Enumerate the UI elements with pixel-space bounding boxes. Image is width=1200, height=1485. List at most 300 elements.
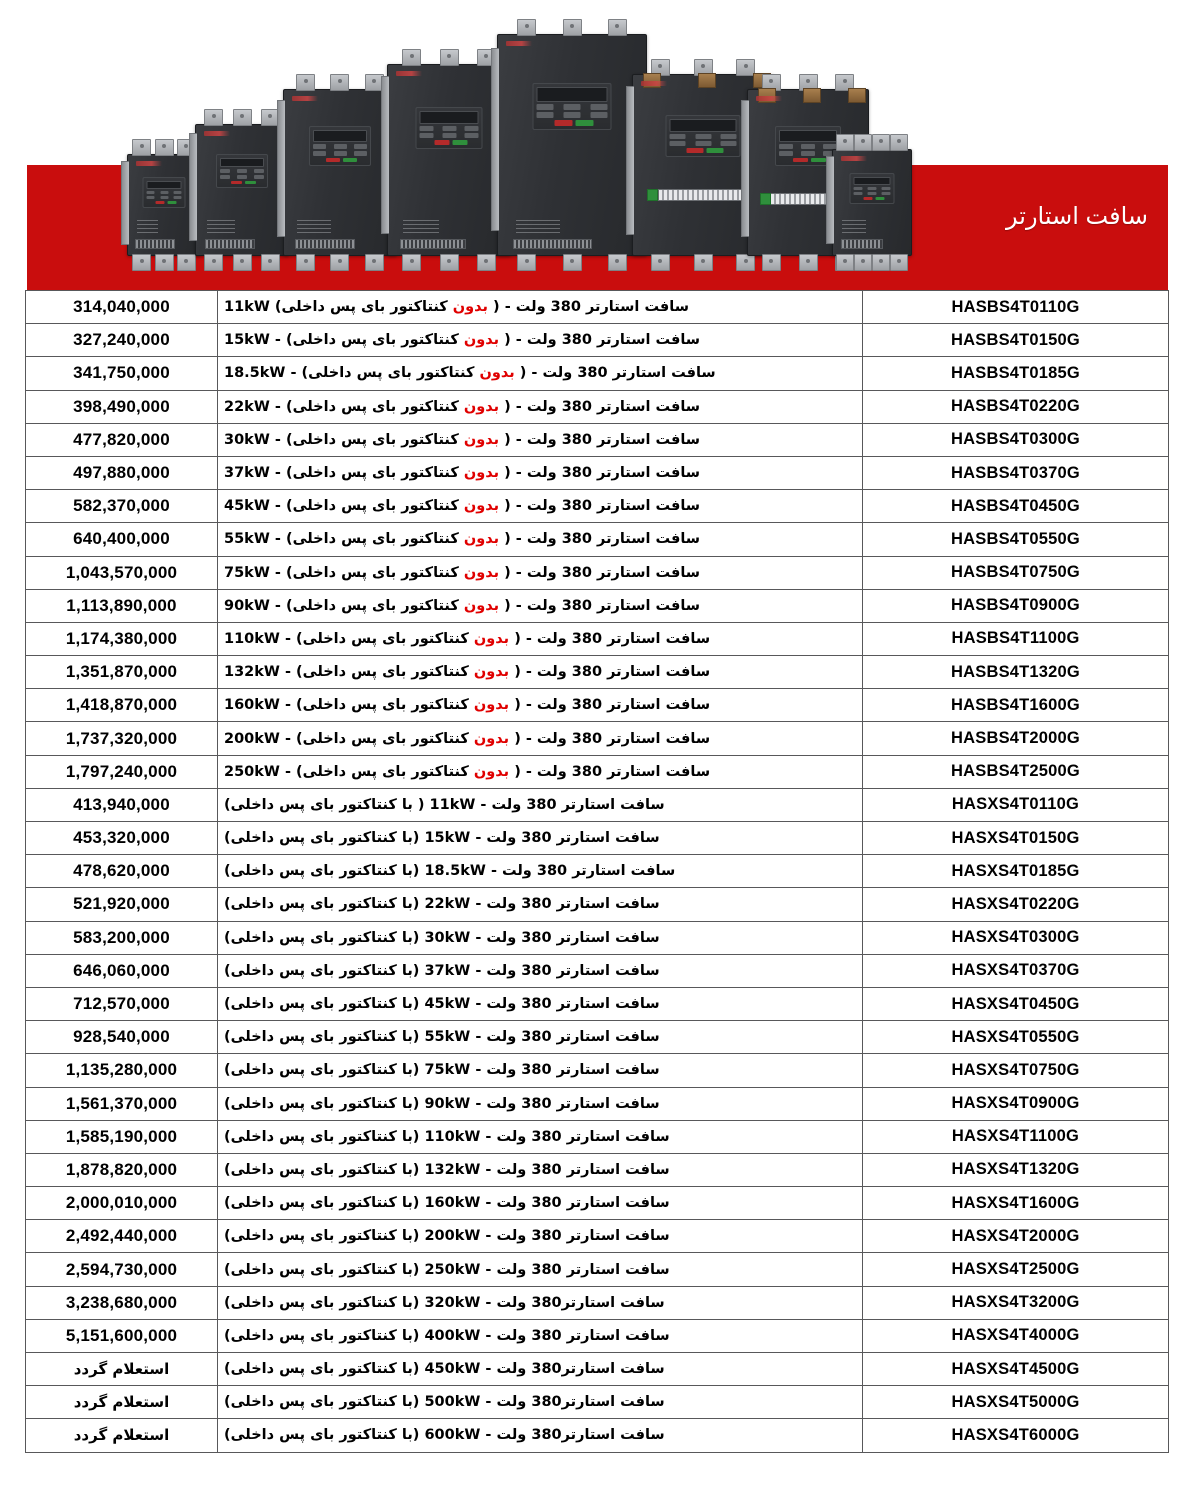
control-keypad [850, 173, 895, 204]
description-cell [218, 1021, 863, 1054]
run-led-indicator [875, 197, 884, 200]
keypad-button [695, 134, 711, 139]
description-cell [218, 954, 863, 987]
keypad-button [147, 196, 155, 199]
table-row [26, 1087, 1169, 1120]
digital-display [420, 111, 479, 124]
table-row [26, 1319, 1169, 1352]
terminal-tab [296, 74, 315, 91]
terminal-tab [517, 254, 536, 271]
fault-led-indicator [434, 140, 449, 145]
terminal-tabs [504, 254, 640, 270]
description-cell [218, 1286, 863, 1319]
without-bypass-keyword: بدون [479, 365, 515, 382]
description-cell [218, 1153, 863, 1186]
table-row [26, 622, 1169, 655]
price-inquiry-cell: استعلام گردد [26, 1419, 218, 1452]
wiring-diagram-label [137, 219, 159, 233]
status-indicator-row [670, 148, 737, 153]
keypad-button-row [220, 169, 264, 173]
table-row [26, 1286, 1169, 1319]
keypad-button [695, 141, 711, 146]
terminal-tab [694, 254, 713, 271]
description-cell [218, 755, 863, 788]
table-row [26, 357, 1169, 390]
model-code-cell: HASBS4T0370G [863, 456, 1169, 489]
run-led-indicator [575, 120, 593, 126]
terminal-tabs [131, 254, 197, 270]
price-cell: 2,594,730,000 [26, 1253, 218, 1286]
table-row [26, 423, 1169, 456]
price-cell: 453,320,000 [26, 822, 218, 855]
terminal-tab [890, 134, 908, 151]
terminal-tab [890, 254, 908, 271]
keypad-button [564, 112, 581, 118]
terminal-tab [330, 254, 349, 271]
description-cell [218, 1353, 863, 1386]
model-code-cell: HASXS4T3200G [863, 1286, 1169, 1319]
price-cell: 521,920,000 [26, 888, 218, 921]
digital-display [220, 158, 264, 167]
keypad-button [220, 175, 230, 179]
without-bypass-keyword: بدون [473, 763, 510, 780]
description-cell [218, 1187, 863, 1220]
keypad-button [220, 169, 230, 173]
description-text-after: کنتاکتور بای پس داخلی) - 75kW [224, 564, 464, 581]
brand-logo [641, 81, 667, 86]
description-cell [218, 722, 863, 755]
description-text-after: کنتاکتور بای پس داخلی) - 160kW [224, 697, 474, 714]
terminal-tab [608, 19, 627, 36]
table-row [26, 456, 1169, 489]
description-cell [218, 589, 863, 622]
model-code-cell: HASBS4T0220G [863, 390, 1169, 423]
keypad-button [670, 141, 686, 146]
description-text-after: کنتاکتور بای پس داخلی) 11kW [224, 299, 453, 316]
mounting-rail [121, 161, 129, 245]
price-cell: 1,174,380,000 [26, 622, 218, 655]
keypad-button [854, 192, 863, 195]
keypad-button-row [854, 187, 891, 190]
keypad-button [882, 187, 891, 190]
model-code-cell: HASBS4T0550G [863, 523, 1169, 556]
description-text-after: کنتاکتور بای پس داخلی) - 110kW [224, 630, 474, 647]
table-row [26, 1120, 1169, 1153]
description-cell [218, 1386, 863, 1419]
keypad-button [564, 104, 581, 110]
model-code-cell: HASXS4T0370G [863, 954, 1169, 987]
description-cell [218, 357, 863, 390]
control-keypad [533, 83, 612, 130]
terminal-tab [233, 109, 252, 126]
description-cell [218, 490, 863, 523]
table-row [26, 987, 1169, 1020]
terminal-block [135, 239, 174, 249]
fault-led-indicator [326, 158, 340, 162]
price-inquiry-cell: استعلام گردد [26, 1386, 218, 1419]
keypad-button [334, 151, 347, 156]
description-cell [218, 291, 863, 324]
mounting-rail [189, 133, 197, 242]
product-lineup-image [87, 18, 907, 278]
model-code-cell: HASBS4T1100G [863, 622, 1169, 655]
price-cell: 497,880,000 [26, 456, 218, 489]
price-table-body [26, 291, 1169, 1453]
description-cell [218, 1419, 863, 1452]
keypad-button [420, 126, 434, 131]
without-bypass-keyword: بدون [463, 398, 500, 415]
keypad-button [254, 169, 264, 173]
keypad-button-row [313, 151, 367, 156]
mounting-rail [277, 100, 285, 237]
description-text-before: سافت استارتر 380 ولت - ( [509, 730, 711, 747]
description-text: سافت استارتر380 ولت - 500kW (با کنتاکتور بای پس داخلی) [224, 1394, 665, 1411]
soft-starter-unit [497, 34, 647, 256]
price-cell: 2,492,440,000 [26, 1220, 218, 1253]
description-text-after: کنتاکتور بای پس داخلی) - 18.5kW [224, 365, 480, 382]
table-row [26, 921, 1169, 954]
keypad-button [868, 187, 877, 190]
run-led-indicator [167, 201, 176, 204]
description-cell [218, 689, 863, 722]
status-indicator-row [420, 140, 479, 145]
terminal-tabs [288, 254, 391, 270]
price-cell: 477,820,000 [26, 423, 218, 456]
terminal-tabs [393, 50, 505, 66]
keypad-button [721, 134, 737, 139]
description-cell [218, 656, 863, 689]
model-code-cell: HASXS4T1320G [863, 1153, 1169, 1186]
run-led-indicator [811, 158, 826, 162]
keypad-button-row [779, 151, 837, 156]
model-code-cell: HASBS4T1600G [863, 689, 1169, 722]
status-indicator-row [854, 197, 891, 200]
price-cell: 398,490,000 [26, 390, 218, 423]
keypad-button [160, 191, 168, 194]
model-code-cell: HASXS4T2000G [863, 1220, 1169, 1253]
table-row [26, 324, 1169, 357]
model-code-cell: HASBS4T0900G [863, 589, 1169, 622]
keypad-button [882, 192, 891, 195]
description-text-after: کنتاکتور بای پس داخلی) - 22kW [224, 398, 464, 415]
table-row [26, 1386, 1169, 1419]
terminal-block [513, 239, 592, 249]
keypad-button [801, 144, 815, 149]
keypad-button [779, 144, 793, 149]
control-keypad [416, 107, 483, 149]
price-cell: 1,135,280,000 [26, 1054, 218, 1087]
description-cell [218, 855, 863, 888]
price-cell: 341,750,000 [26, 357, 218, 390]
table-row [26, 490, 1169, 523]
model-code-cell: HASBS4T0450G [863, 490, 1169, 523]
brand-logo [841, 156, 867, 161]
soft-starter-unit [832, 149, 912, 256]
keypad-button [174, 196, 182, 199]
hero-banner [27, 0, 1168, 292]
table-row [26, 390, 1169, 423]
terminal-block [400, 239, 465, 249]
keypad-button [537, 104, 554, 110]
table-row [26, 1153, 1169, 1186]
price-cell: 582,370,000 [26, 490, 218, 523]
model-code-cell: HASBS4T2500G [863, 755, 1169, 788]
terminal-tab [132, 254, 151, 271]
table-row [26, 888, 1169, 921]
description-text-before: سافت استارتر 380 ولت - ( [499, 332, 701, 349]
wiring-diagram-label [516, 219, 560, 233]
terminal-tab [204, 109, 223, 126]
run-led-indicator [706, 148, 723, 153]
model-code-cell: HASXS4T0450G [863, 987, 1169, 1020]
description-text: سافت استارتر 380 ولت - 37kW (با کنتاکتور بای پس داخلی) [224, 962, 660, 979]
without-bypass-keyword: بدون [463, 431, 500, 448]
description-cell [218, 788, 863, 821]
table-row [26, 689, 1169, 722]
keypad-button [237, 169, 247, 173]
description-text-after: کنتاکتور بای پس داخلی) - 55kW [224, 531, 464, 548]
page-title: سافت استارتر [1006, 203, 1148, 230]
terminal-tab [608, 254, 627, 271]
keypad-button [721, 141, 737, 146]
control-keypad [309, 126, 371, 166]
keypad-button [160, 196, 168, 199]
terminal-tab [402, 254, 421, 271]
description-text-before: سافت استارتر 380 ولت - ( [499, 597, 701, 614]
terminal-tab [854, 254, 872, 271]
description-text-after: کنتاکتور بای پس داخلی) - 45kW [224, 498, 464, 515]
terminal-block [841, 239, 884, 249]
run-led-indicator [245, 181, 256, 184]
price-cell: 1,351,870,000 [26, 656, 218, 689]
description-text: سافت استارتر 380 ولت - 160kW (با کنتاکتور بای پس داخلی) [224, 1195, 670, 1212]
description-text-before: سافت استارتر 380 ولت - ( [514, 365, 716, 382]
table-row [26, 1253, 1169, 1286]
model-code-cell: HASBS4T0110G [863, 291, 1169, 324]
description-text-before: سافت استارتر 380 ولت - ( [509, 630, 711, 647]
keypad-button-row [537, 104, 608, 110]
keypad-button-row [147, 191, 182, 194]
price-cell: 1,113,890,000 [26, 589, 218, 622]
without-bypass-keyword: بدون [463, 597, 500, 614]
price-cell: 413,940,000 [26, 788, 218, 821]
terminal-tabs [200, 110, 285, 126]
copper-busbar [848, 88, 866, 103]
description-cell [218, 1054, 863, 1087]
control-keypad [666, 115, 741, 157]
keypad-button [868, 192, 877, 195]
description-cell [218, 822, 863, 855]
price-cell: 1,737,320,000 [26, 722, 218, 755]
price-cell: 2,000,010,000 [26, 1187, 218, 1220]
terminal-tab [330, 74, 349, 91]
terminal-tab [261, 254, 280, 271]
without-bypass-keyword: بدون [463, 465, 500, 482]
keypad-button-row [670, 134, 737, 139]
keypad-button-row [313, 144, 367, 149]
price-cell: 314,040,000 [26, 291, 218, 324]
keypad-button-row [420, 133, 479, 138]
brand-logo [292, 96, 318, 101]
description-text-before: سافت استارتر 380 ولت - ( [499, 431, 701, 448]
keypad-button [354, 144, 367, 149]
terminal-tabs [200, 254, 285, 270]
without-bypass-keyword: بدون [473, 630, 510, 647]
description-text-after: کنتاکتور بای پس داخلی) - 30kW [224, 431, 464, 448]
description-text: سافت استارتر 380 ولت - 200kW (با کنتاکتور بای پس داخلی) [224, 1228, 670, 1245]
description-cell [218, 556, 863, 589]
digital-display [670, 119, 737, 132]
terminal-tabs [393, 254, 505, 270]
description-text: سافت استارتر 380 ولت - 75kW (با کنتاکتور بای پس داخلی) [224, 1062, 660, 1079]
model-code-cell: HASXS4T0900G [863, 1087, 1169, 1120]
description-text: سافت استارتر 380 ولت - 15kW (با کنتاکتور بای پس داخلی) [224, 830, 660, 847]
model-code-cell: HASBS4T0150G [863, 324, 1169, 357]
price-cell: 1,561,370,000 [26, 1087, 218, 1120]
table-row [26, 722, 1169, 755]
model-code-cell: HASXS4T4000G [863, 1319, 1169, 1352]
status-indicator-row [313, 158, 367, 162]
control-keypad [143, 177, 186, 208]
keypad-button-row [147, 196, 182, 199]
wiring-diagram-label [403, 219, 440, 233]
price-cell: 646,060,000 [26, 954, 218, 987]
fault-led-indicator [686, 148, 703, 153]
terminal-tab [296, 254, 315, 271]
terminal-tab [402, 49, 421, 66]
price-cell: 327,240,000 [26, 324, 218, 357]
price-cell: 3,238,680,000 [26, 1286, 218, 1319]
terminal-tab [799, 254, 818, 271]
keypad-button [537, 112, 554, 118]
description-cell [218, 987, 863, 1020]
status-indicator-row [147, 201, 182, 204]
status-indicator-row [537, 120, 608, 126]
description-text: سافت استارتر380 ولت - 320kW (با کنتاکتور بای پس داخلی) [224, 1294, 665, 1311]
terminal-tab [440, 254, 459, 271]
digital-display [537, 87, 608, 102]
keypad-button [591, 104, 608, 110]
terminal-tabs [131, 140, 197, 156]
model-code-cell: HASBS4T1320G [863, 656, 1169, 689]
table-row [26, 589, 1169, 622]
fault-led-indicator [155, 201, 164, 204]
table-row [26, 1419, 1169, 1452]
table-row [26, 291, 1169, 324]
terminal-tabs [504, 20, 640, 36]
without-bypass-keyword: بدون [463, 564, 500, 581]
digital-display [854, 177, 891, 185]
wiring-diagram-label [842, 219, 865, 233]
keypad-button-row [420, 126, 479, 131]
status-indicator-row [220, 181, 264, 184]
description-text: سافت استارتر 380 ولت - 45kW (با کنتاکتور بای پس داخلی) [224, 996, 660, 1013]
keypad-button [465, 126, 479, 131]
copper-busbar [698, 73, 716, 88]
description-text-before: سافت استارتر 380 ولت - ( [499, 465, 701, 482]
terminal-tab [836, 254, 854, 271]
without-bypass-keyword: بدون [463, 332, 500, 349]
description-text-before: سافت استارتر 380 ولت - ( [499, 564, 701, 581]
wiring-diagram-label [207, 219, 235, 233]
description-cell [218, 921, 863, 954]
description-text: سافت استارتر 380 ولت - 132kW (با کنتاکتور بای پس داخلی) [224, 1161, 670, 1178]
table-row [26, 523, 1169, 556]
digital-display [147, 181, 182, 189]
price-inquiry-cell: استعلام گردد [26, 1353, 218, 1386]
green-connector-plug [647, 189, 658, 201]
model-code-cell: HASXS4T0550G [863, 1021, 1169, 1054]
soft-starter-unit [195, 124, 289, 256]
terminal-block [205, 239, 255, 249]
mounting-rail [741, 100, 749, 237]
terminal-tab [477, 254, 496, 271]
soft-starter-unit [283, 89, 397, 256]
keypad-button [442, 133, 456, 138]
description-text-before: سافت استارتر 380 ولت - ( [499, 498, 701, 515]
copper-busbar [803, 88, 821, 103]
model-code-cell: HASXS4T0110G [863, 788, 1169, 821]
model-code-cell: HASXS4T5000G [863, 1386, 1169, 1419]
description-text-before: سافت استارتر 380 ولت - ( [509, 697, 711, 714]
price-cell: 1,043,570,000 [26, 556, 218, 589]
model-code-cell: HASXS4T0150G [863, 822, 1169, 855]
terminal-tab [872, 134, 890, 151]
mounting-rail [381, 76, 389, 234]
description-cell [218, 456, 863, 489]
description-text: سافت استارتر 380 ولت - 22kW (با کنتاکتور بای پس داخلی) [224, 896, 660, 913]
description-text: سافت استارتر380 ولت - 600kW (با کنتاکتور بای پس داخلی) [224, 1427, 665, 1444]
model-code-cell: HASBS4T0185G [863, 357, 1169, 390]
brand-logo [506, 41, 532, 46]
keypad-button [670, 134, 686, 139]
description-text: سافت استارتر 380 ولت - 90kW (با کنتاکتور بای پس داخلی) [224, 1095, 660, 1112]
price-cell: 712,570,000 [26, 987, 218, 1020]
description-text-after: کنتاکتور بای پس داخلی) - 132kW [224, 664, 474, 681]
terminal-tab [872, 254, 890, 271]
model-code-cell: HASBS4T2000G [863, 722, 1169, 755]
table-row [26, 755, 1169, 788]
terminal-tabs [836, 135, 908, 151]
terminal-tab [651, 254, 670, 271]
table-row [26, 1220, 1169, 1253]
description-text: سافت استارتر 380 ولت - 30kW (با کنتاکتور بای پس داخلی) [224, 929, 660, 946]
table-row [26, 556, 1169, 589]
brand-logo [396, 71, 422, 76]
keypad-button-row [537, 112, 608, 118]
description-cell [218, 324, 863, 357]
description-cell [218, 390, 863, 423]
description-cell [218, 1120, 863, 1153]
terminal-tab [233, 254, 252, 271]
description-text-before: سافت استارتر 380 ولت - ( [488, 299, 689, 316]
description-cell [218, 1220, 863, 1253]
mounting-rail [826, 156, 834, 244]
price-table [25, 290, 1169, 1453]
keypad-button [354, 151, 367, 156]
terminal-block [295, 239, 355, 249]
description-cell [218, 423, 863, 456]
price-cell: 928,540,000 [26, 1021, 218, 1054]
description-text: سافت استارتر 380 ولت - 110kW (با کنتاکتور بای پس داخلی) [224, 1128, 670, 1145]
description-text-before: سافت استارتر 380 ولت - ( [499, 531, 701, 548]
terminal-tab [155, 254, 174, 271]
terminal-tabs [639, 254, 768, 270]
brand-logo [756, 96, 782, 101]
terminal-tab [204, 254, 223, 271]
mounting-rail [626, 86, 634, 236]
digital-display [313, 130, 367, 142]
